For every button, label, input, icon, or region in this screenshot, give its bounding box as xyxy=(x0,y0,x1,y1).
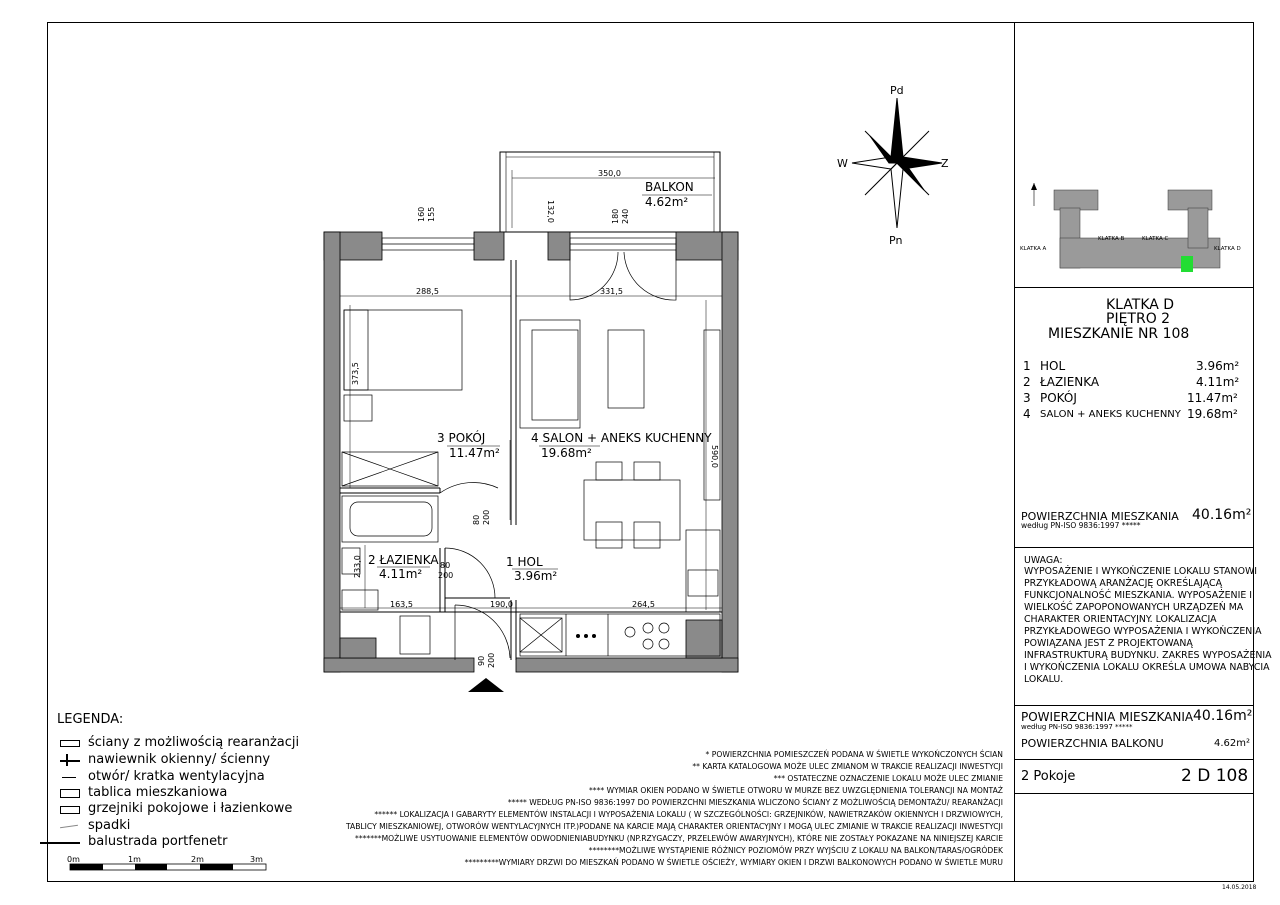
legend-item: grzejniki pokojowe i łazienkowe xyxy=(60,801,292,816)
legend-item: spadki xyxy=(60,818,130,833)
header-pietro: PIĘTRO 2 xyxy=(1106,311,1171,327)
compass-south: Pn xyxy=(889,234,903,247)
summary-code: 2 D 108 xyxy=(1181,766,1249,786)
total-area-value: 40.16m² xyxy=(1192,507,1252,523)
dim-balcony-door-a: 180 xyxy=(611,208,620,224)
info-panel xyxy=(1014,22,1254,882)
summary-rooms: 2 Pokoje xyxy=(1021,769,1076,784)
ventilation-grille-icon xyxy=(60,771,80,783)
sheet-date: 14.05.2018 xyxy=(1222,884,1257,891)
key-plan xyxy=(1016,178,1252,278)
footnote: * POWIERZCHNIA POMIESZCZEŃ PODANA W ŚWIETLE WYKOŃCZONYCH ŚCIAN xyxy=(705,750,1003,759)
dim-balkon-depth: 132,0 xyxy=(546,200,555,223)
footnote: ** KARTA KATALOGOWA MOŻE ULEC ZMIANOM W TRAKCIE REALIZACJI INWESTYCJI xyxy=(692,762,1003,771)
dim-balcony-door-b: 240 xyxy=(621,208,630,224)
scale-1m: 1m xyxy=(128,855,141,864)
dim-room3-depth: 373,5 xyxy=(351,362,360,385)
dim-entry-a: 90 xyxy=(477,655,486,666)
compass-west: W xyxy=(837,157,848,170)
legend-item: balustrada portfenetr xyxy=(60,834,228,849)
balustrade-icon xyxy=(60,836,80,848)
total2-value: 40.16m² xyxy=(1193,708,1253,724)
footnote: ********MOŻLIWE WYSTĄPIENIE RÓŻNICY POZIOMÓW PRZY WYJŚCIU Z LOKALU NA BALKON/TARAS/OGRÓDEK xyxy=(588,846,1003,855)
dim-door3-b: 200 xyxy=(482,509,491,525)
uwaga-title: UWAGA: xyxy=(1024,555,1063,566)
total-area-sub: według PN-ISO 9836:1997 ***** xyxy=(1021,521,1141,530)
electrical-panel-icon xyxy=(60,787,80,799)
apartment-highlight xyxy=(1181,256,1193,272)
room3-label: 3 POKÓJ xyxy=(437,431,486,445)
dim-doorbath-a: 80 xyxy=(440,561,451,570)
balkon-label: BALKON xyxy=(645,180,694,194)
balcony-area-value: 4.62m² xyxy=(1214,738,1251,749)
dim-doorbath-b: 200 xyxy=(438,571,454,580)
balcony-area-label: POWIERZCHNIA BALKONU xyxy=(1021,737,1164,750)
legend-item: ściany z możliwością rearanżacji xyxy=(60,735,299,750)
dim-window1-a: 160 xyxy=(417,206,426,222)
room4-area: 19.68m² xyxy=(541,446,592,460)
keyplan-klatka-d: KLATKA D xyxy=(1214,246,1241,252)
compass-rose xyxy=(852,98,942,228)
scale-0m: 0m xyxy=(67,855,80,864)
footnote: TABLICY MIESZKANIOWEJ, OTWORÓW WENTYLACYJNYCH ITP.)PODANE NA KARCIE MAJĄ CHARAKTER ORIENTACYJNY I MOGĄ ULEC ZMIANIE W TRAKCIE REALIZACJI INWESTYCJI xyxy=(345,822,1003,831)
compass-north: Pd xyxy=(890,84,904,97)
header-mieszkanie: MIESZKANIE NR 108 xyxy=(1048,326,1190,342)
dim-bath-width: 163,5 xyxy=(390,600,413,609)
dim-kitchen-width: 264,5 xyxy=(632,600,655,609)
legend-title: LEGENDA: xyxy=(57,712,124,727)
dim-door3-a: 80 xyxy=(472,514,481,525)
room2-area: 4.11m² xyxy=(379,567,423,581)
dim-balkon-width: 350,0 xyxy=(598,169,621,178)
header-klatka: KLATKA D xyxy=(1106,297,1175,313)
dim-room4-depth: 590,0 xyxy=(710,445,719,468)
scale-2m: 2m xyxy=(191,855,204,864)
room3-area: 11.47m² xyxy=(449,446,500,460)
legend-item: tablica mieszkaniowa xyxy=(60,785,227,800)
total-area-label: POWIERZCHNIA MIESZKANIA xyxy=(1021,510,1179,523)
room1-label: 1 HOL xyxy=(506,555,543,569)
balkon-area: 4.62m² xyxy=(645,195,689,209)
footnote: *******MOŻLIWE USYTUOWANIE ELEMENTÓW ODWODNIENIABUDYNKU (NP.RZYGACZY, PRZELEWÓW AWARYJNYCH), KTÓRE NIE ZOSTAŁY POKAZANE NA NINIEJSZEJ KARCIE xyxy=(355,834,1003,843)
dim-window1-b: 155 xyxy=(427,206,436,222)
compass-east: Z xyxy=(941,157,949,170)
footnote: *** OSTATECZNE OZNACZENIE LOKALU MOŻE ULEC ZMIANIE xyxy=(773,774,1003,783)
keyplan-klatka-a: KLATKA A xyxy=(1020,246,1047,252)
dim-room3-width: 288,5 xyxy=(416,287,439,296)
scale-bar xyxy=(60,852,270,874)
room1-area: 3.96m² xyxy=(514,569,558,583)
footnote: ***** WEDŁUG PN-ISO 9836:1997 DO POWIERZCHNI MIESZKANIA WLICZONO ŚCIANY Z MOŻLIWOŚCIĄ DEMONTAŻU/ REARANŻACJI xyxy=(507,798,1003,807)
footnote: *********WYMIARY DRZWI DO MIESZKAŃ PODANO W ŚWIETLE OŚCIEŻY, WYMIARY OKIEN I DRZWI BALKONOWYCH PODANO W ŚWIETLE MURU xyxy=(464,858,1003,867)
scale-3m: 3m xyxy=(250,855,263,864)
legend-item: otwór/ kratka wentylacyjna xyxy=(60,769,265,784)
dim-room4-width: 331,5 xyxy=(600,287,623,296)
dim-entry-b: 200 xyxy=(487,652,496,668)
rearrangeable-wall-icon xyxy=(60,737,80,749)
room2-label: 2 ŁAZIENKA xyxy=(368,553,439,567)
footnote: **** WYMIAR OKIEN PODANO W ŚWIETLE OTWORU W MURZE BEZ UWZGLĘDNIENIA TOLERANCJI NA MONTAŻ xyxy=(588,786,1003,795)
radiator-icon xyxy=(60,803,80,815)
dim-bath-depth: 233,0 xyxy=(353,555,362,578)
footnote: ****** LOKALIZACJA I GABARYTY ELEMENTÓW INSTALACJI I WYPOSAŻENIA LOKALU ( W SZCZEGÓLNOŚCI: GRZEJNIKÓW, NAWIETRZAKÓW OKIENNYCH I DRZWIOWYCH, xyxy=(374,810,1003,819)
total2-sub: według PN-ISO 9836:1997 ***** xyxy=(1021,723,1133,731)
air-vent-icon xyxy=(60,754,80,766)
dim-hol-width: 190,0 xyxy=(490,600,513,609)
slope-icon xyxy=(60,820,80,832)
legend-item: nawiewnik okienny/ ścienny xyxy=(60,752,270,767)
room4-label: 4 SALON + ANEKS KUCHENNY xyxy=(531,431,712,445)
keyplan-klatka-c: KLATKA C xyxy=(1142,236,1169,242)
total2-label: POWIERZCHNIA MIESZKANIA xyxy=(1021,710,1194,724)
keyplan-klatka-b: KLATKA B xyxy=(1098,236,1125,242)
